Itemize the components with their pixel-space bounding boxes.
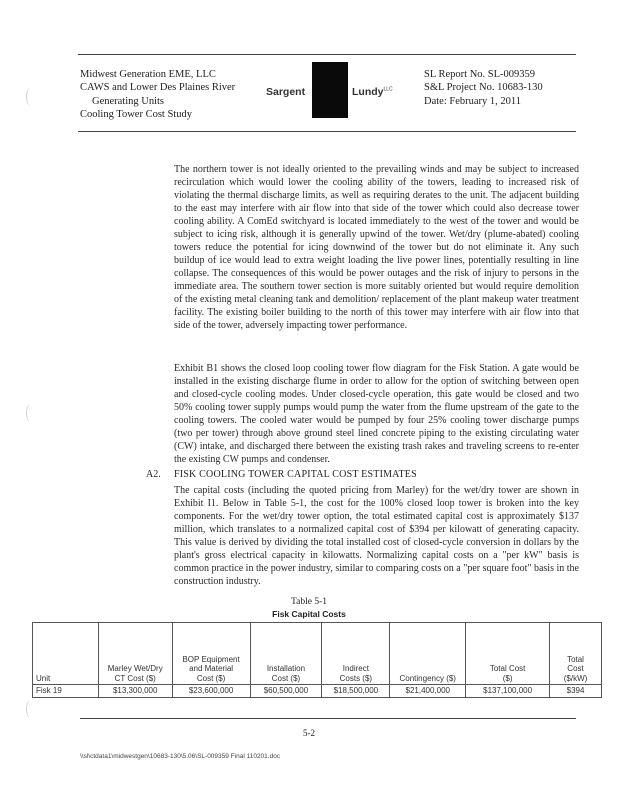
cell-contingency: $21,400,000: [390, 685, 466, 698]
header-bottom-rule: [78, 131, 576, 132]
cell-bop-cost: $23,600,000: [172, 685, 250, 698]
logo-black-block: [312, 62, 348, 118]
paragraph-tower-orientation: The northern tower is not ideally oriented to the prevailing winds and may be subject to increased recirculation which would lower the cooling ability of the towers, leading to increased risk of violating the thermal discharge limits, as well as requiring derates to the unit. The adjacent building to the east may interfere with air flow into that side of the tower which could also decrease tower cooling ability. A ComEd switchyard is located immediately to the west of the tower and would be subject to icing risk, although it is generally upwind of the tower. Wet/dry (plume-abated) cooling towers reduce the potential for icing downwind of the tower but do not eliminate it. Any such buildup of ice would lead to extra weight loading the live power lines, potentially resulting in line collapse. The consequences of this would be power outages and the risk of injury to persons in the immediate area. The southern tower section is more suitably oriented but would require demolition of the existing metal cleaning tank and demolition/ replacement of the plant makeup water treatment facility. The existing boiler building to the north of this tower may interfere with air flow into that side of the tower, adversely impacting tower performance.: [174, 164, 579, 331]
header-date: Date: February 1, 2011: [424, 95, 522, 107]
header-project-subname: Generating Units: [92, 95, 165, 107]
header-report-block: [424, 68, 543, 108]
header-project-name: CAWS and Lower Des Plaines River: [80, 82, 236, 94]
header-study-name: Cooling Tower Cost Study: [80, 109, 192, 121]
column-header-marley-cost: Marley Wet/Dry CT Cost ($): [98, 623, 172, 685]
column-header-installation-cost: Installation Cost ($): [250, 623, 322, 685]
logo-left-text: Sargent: [266, 86, 306, 98]
header-project-number: S&L Project No. 10683-130: [424, 82, 543, 94]
paragraph-capital-costs: The capital costs (including the quoted pricing from Marley) for the wet/dry tower are shown in Exhibit I1. Below in Table 5-1, the cost for the 100% closed loop tower is broken into the key components. For the wet/dry tower option, the total estimated capital cost is approximately $137 million, which translates to a normalized capital cost of $394 per kilowatt of generating capacity. This value is derived by dividing the total installed cost of closed-cycle conversion in dollars by the plant's gross electrical capacity in kilowatts. Normalizing capital costs on a "per kW" basis is common practice in the power industry, similar to comparing costs on a "per square foot" basis in the construction industry.: [174, 485, 579, 587]
cell-installation-cost: $60,500,000: [250, 685, 322, 698]
cell-marley-cost: $13,300,000: [98, 685, 172, 698]
column-header-contingency: Contingency ($): [390, 623, 466, 685]
header-client-block: [80, 68, 235, 122]
section-number: A2.: [146, 469, 161, 480]
table-title: Fisk Capital Costs: [272, 609, 346, 619]
column-header-total-cost: Total Cost ($): [466, 623, 550, 685]
footer-rule: [80, 718, 576, 719]
column-header-unit: Unit: [33, 623, 99, 685]
binder-hole-mark: [26, 88, 35, 106]
binder-hole-mark: [26, 700, 35, 718]
column-header-indirect-costs: Indirect Costs ($): [322, 623, 390, 685]
table-caption: Table 5-1: [290, 597, 327, 607]
header-top-rule: [78, 54, 576, 55]
capital-costs-table: [32, 622, 602, 698]
header-client-name: Midwest Generation EME, LLC: [80, 69, 216, 80]
paragraph-flow-diagram: Exhibit B1 shows the closed loop cooling tower flow diagram for the Fisk Station. A gate would be installed in the existing discharge flume in order to allow for the option of switching between open and closed-cycle cooling modes. Under closed-cycle operation, this gate would be closed and two 50% cooling tower supply pumps would pump the water from the flume upstream of the gate to the cooling towers. The cooled water would be pumped by four 25% cooling tower discharge pumps (two per tower) through above ground steel lined concrete piping to the existing circulating water (CW) intake, and discharged there between the existing trash rakes and traveling screens to re-enter the existing CW pumps and condenser.: [174, 363, 579, 465]
header-report-number: SL Report No. SL-009359: [424, 69, 536, 80]
logo-suffix: LLC: [383, 86, 393, 93]
logo-right-text: Lundy$^{LLC}$: [352, 86, 393, 98]
table-header-row: [33, 623, 602, 685]
cell-unit: Fisk 19: [33, 685, 99, 698]
cell-total-cost-per-kw: $394: [550, 685, 602, 698]
cell-indirect-costs: $18,500,000: [322, 685, 390, 698]
table-row: [33, 685, 602, 698]
binder-hole-mark: [26, 404, 35, 422]
sargent-lundy-logo: [266, 56, 426, 118]
footer-file-path: \\sl\ctdata1\midwestgen\10683-130\5.06\SL-009359 Final 110201.doc: [80, 753, 281, 760]
cell-total-cost: $137,100,000: [466, 685, 550, 698]
column-header-bop-cost: BOP Equipment and Material Cost ($): [172, 623, 250, 685]
section-title: FISK COOLING TOWER CAPITAL COST ESTIMATES: [174, 469, 417, 480]
column-header-total-cost-per-kw: Total Cost ($/kW): [550, 623, 602, 685]
page-number: 5-2: [303, 728, 315, 738]
